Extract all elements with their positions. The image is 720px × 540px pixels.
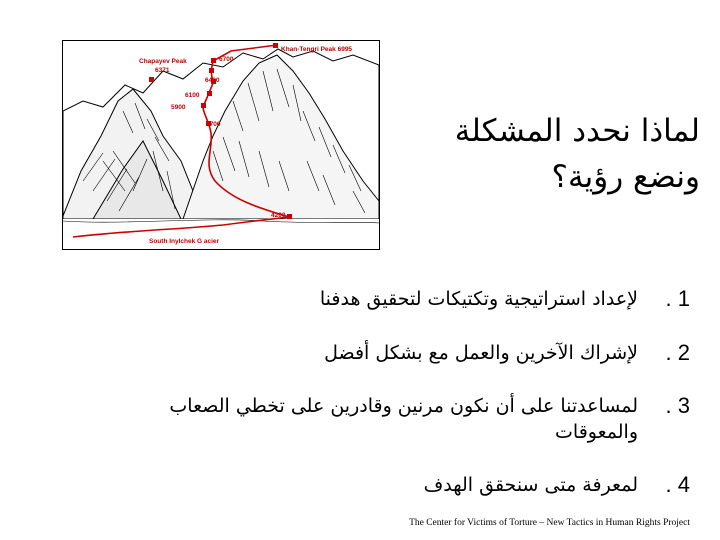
item-number: . 2 xyxy=(665,340,690,365)
label-khan-tengri: Khan-Tengri Peak 6995 xyxy=(281,46,353,53)
item-number: . 3 xyxy=(665,393,690,418)
label-alt-6700-top: 6700 xyxy=(219,56,234,63)
footer-credit: The Center for Victims of Torture – New Tactics in Human Rights Project xyxy=(409,518,690,528)
label-alt-5700: 5700 xyxy=(206,121,221,128)
label-chapayev-height: 6371 xyxy=(155,67,170,74)
item-text: لمعرفة متى سنحقق الهدف xyxy=(423,474,638,496)
item-number: . 4 xyxy=(665,472,690,497)
mountain-drawing xyxy=(63,41,379,249)
label-alt-6400: 6400 xyxy=(205,77,220,84)
item-text: لمساعدتنا على أن نكون مرنين وقادرين على تخطي الصعاب والمعوقات xyxy=(169,395,638,443)
mountain-route-illustration xyxy=(62,40,380,250)
label-alt-5900: 5900 xyxy=(171,104,186,111)
label-alt-6100: 6100 xyxy=(185,92,200,99)
item-number: . 1 xyxy=(665,286,690,311)
item-text: لإعداد استراتيجية وتكتيكات لتحقيق هدفنا xyxy=(319,288,638,310)
label-chapayev-name: Chapayev Peak xyxy=(139,58,187,65)
title-line-2: ونضع رؤية؟ xyxy=(551,159,700,195)
label-alt-4200: 4200 xyxy=(271,212,286,219)
slide-title xyxy=(400,108,700,200)
item-text: لإشراك الآخرين والعمل مع بشكل أفضل xyxy=(324,342,638,364)
title-line-1: لماذا نحدد المشكلة xyxy=(454,113,700,149)
label-glacier: South Inylchek G acier xyxy=(149,238,220,245)
